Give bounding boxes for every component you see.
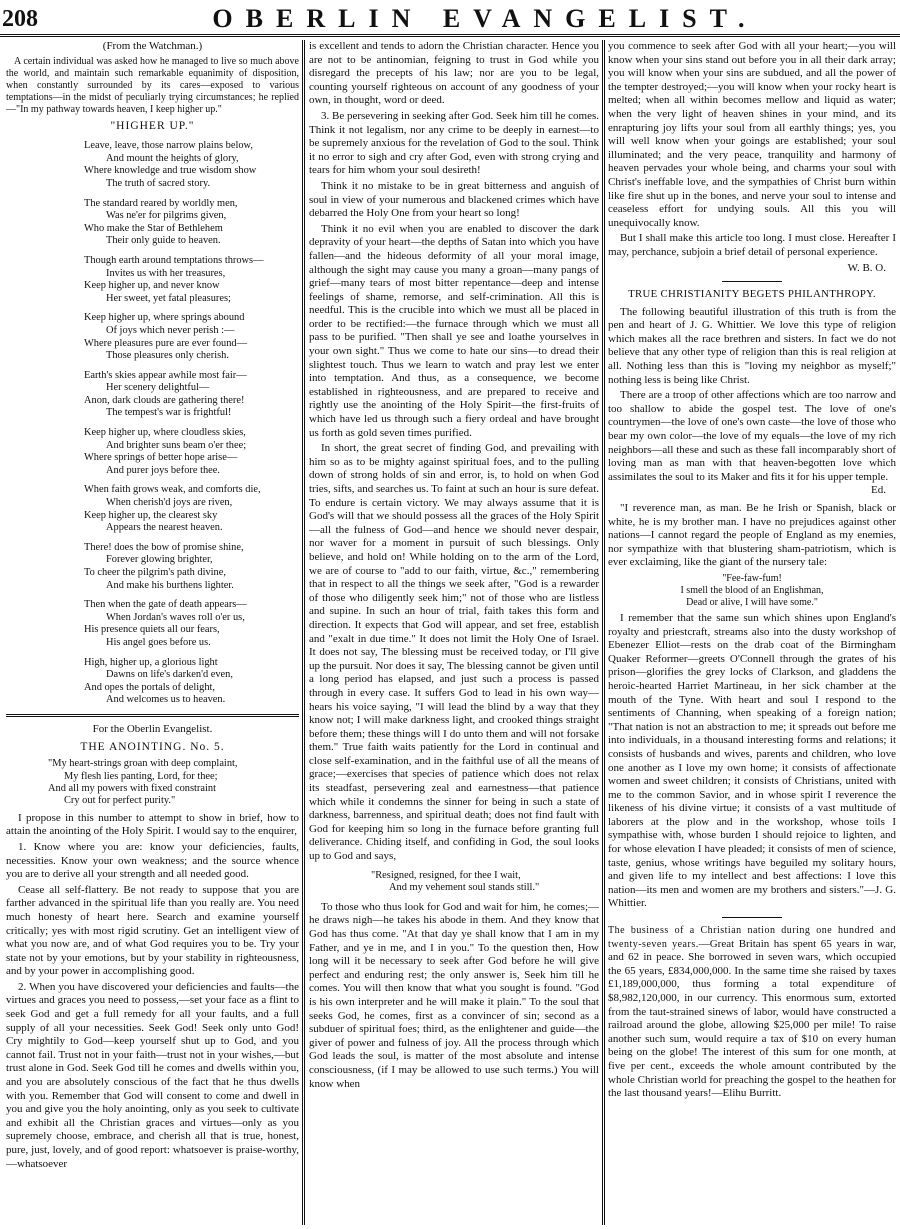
signature: W. B. O.: [847, 261, 886, 274]
paragraph: is excellent and tends to adorn the Christian character. Hence you are not to be antinomian, feigning to trust in God while you disregard the precepts of his law; nor are you to be legal, counting yourself righteous on account of any goodness of your own, in thought, word or deed.: [309, 40, 599, 107]
poem-line: There! does the bow of promise shine,: [84, 541, 244, 553]
article-motto: [6, 758, 299, 808]
poem-line: When Jordan's waves roll o'er us,: [106, 611, 245, 623]
verse-line: "Fee-faw-fum!: [722, 572, 782, 584]
poem-stanza: [6, 140, 299, 190]
poem-stanza: [6, 484, 299, 534]
poem-stanzas: [6, 140, 299, 707]
column-1: [6, 40, 299, 1225]
poem-stanza: [6, 657, 299, 707]
poem-line: His presence quiets all our fears,: [84, 624, 220, 636]
quote-block: [309, 870, 599, 895]
poem-line: The truth of sacred story.: [106, 177, 211, 189]
poem-line: Though earth around temptations throws—: [84, 254, 264, 266]
poem-line: And make his burthens lighter.: [106, 579, 234, 591]
paragraph: Think it no evil when you are enabled to discover the dark depravity of your heart—the depths of Satan into which you have fallen—and the hideous deformity of all your moral image, although the sight may cause you many a groan—many pangs of grief—many tears of most bitter repentance—deep and intense feelings of shame, remorse, and self-crimination. All this is needful. This is the crucible into which we must all be placed in order to be rectified:—the furnace through which we must all pass to be purified. "Then shall ye see and loathe yourselves in your own sight." Thus we come to hate our sins—to dread their slightest touch. Thus we learn to watch and pray lest we enter into temptation. And thus, as a consequence, we become established in righteousness, and are prepared to receive and rightly use the anointing of the Holy Spirit—the first-fruits of which have led us through such a fiery ordeal and have brought us forth as gold seven times purified.: [309, 222, 599, 439]
quote-line: And my vehement soul stands still.": [389, 882, 540, 894]
paragraph: [608, 924, 896, 1101]
poem-line: And mount the heights of glory,: [106, 152, 239, 164]
article-for-line: For the Oberlin Evangelist.: [92, 722, 213, 735]
paragraph: In short, the great secret of finding God, and prevailing with him so as to be mighty against spiritual foes, and to the pulling down of strong holds of sin and error, is, to hold on when God tries, sifts, and searches us. To faint at such an hour is sure defeat. To endure is certain victory. We may always assume that it is God's will that we should possess all the graces of the Holy Spirit—all the fulness of God—and hence we should never despair, nor waver for a moment in pursuit of such blessings. Only believe, and hold on! While holding on to the arm of the Lord, we are of course to "add to our faith, virtue, &c.," remembering that in respect to all the things we seek after, "God is a rewarder of those who diligently seek him;" not of those who are listless and supine. In such an hour of trial, faith takes this form and direction. It expects that God will appear, and set free, establish and "exalt in due time." It does not limit the Holy One of Israel. It does not say, The blessing must be received today, or I'll give up the pursuit. Nor does it say, The blessing cannot be given until a long period has elapsed, and just such a process is passed through in every case. It suffers God to lead in his own way—hears his voice saying, "I will lead the blind by a way that they know not; I will make darkness light, and crooked things straight before them; these things will I do unto them and will not forsake them." True faith waits patiently for the Lord in continual and close self-examination, and in the faithful use of all the means of grace;—exercises that species of patience which does not relax its steadfast, persevering zeal and earnestness—that patience which while it condemns the sinner for being in such a state of darkness, barrenness, and spiritual death; does not find fault with God for keeping him so long in the furnace before granting full deliverance. Chiding itself, and confiding in God, the soul looks up to God and says,: [309, 442, 599, 863]
poem-line: Anon, dark clouds are gathering there!: [84, 394, 245, 406]
article-title: THE ANOINTING. No. 5.: [80, 740, 225, 753]
paragraph: But I shall make this article too long. I must close. Hereafter I may, perchance, subjoin a brief detail of personal experience.: [608, 232, 896, 258]
poem-line: Keep higher up, where springs abound: [84, 312, 245, 324]
poem-line: High, higher up, a glorious light: [84, 656, 218, 668]
poem-line: And brighter suns beam o'er thee;: [106, 439, 247, 451]
column-divider-1: [302, 40, 305, 1225]
poem-line: The tempest's war is frightful!: [106, 407, 232, 419]
poem-line: Those pleasures only cherish.: [106, 350, 229, 362]
poem-stanza: [6, 370, 299, 420]
motto-line: My flesh lies panting, Lord, for thee;: [64, 770, 218, 782]
paragraph: 1. Know where you are: know your deficiencies, faults, necessities. Know your own weakness; and the source whence you are to derive all your strength and all needed good.: [6, 840, 299, 881]
intro-paragraph: A certain individual was asked how he managed to live so much above the world, and maintain such remarkable equanimity of disposition, when constantly surrounded by its cares—exposed to various temptations—in the midst of peculiarly trying circumstances; he replied—"In my pathway towards heaven, I keep higher up.": [6, 55, 299, 115]
poem-line: Where pleasures pure are ever found—: [84, 337, 247, 349]
short-rule: [722, 281, 782, 282]
poem-stanza: [6, 255, 299, 305]
quote-line: "Resigned, resigned, for thee I wait,: [371, 869, 521, 881]
paragraph: There are a troop of other affections which are too narrow and too shallow to abide the gospel test. The love of one's countrymen—the love of one's own caste—the love of those who bear my own color—the love of my equals—the love of my rich neighbors—all these and such as these fall incomparably short of loving man as man with that heaven-begotten love which assimilates the soul to its Maker and fits it for his upper temple.: [608, 389, 896, 483]
paragraph: 2. When you have discovered your deficiencies and faults—the virtues and graces you need to possess,—set your face as a flint to seek God and get a full remedy for all your faults, and a full supply of all your necessities. Seek God! Seek only unto God! Cry mightily to God—keep yourself shut up to God, and you cannot fail. Trust not in your faith—trust not in your wishes,—but trust alone in God. Seek God till he comes and dwells within you, and you are absolutely conscious of the fact that he thus dwells with you. Remember that God will consent to come and dwell in you and give you the holy anointing, only as you seek to cultivate and exhibit all the Christian graces and virtues—only as you supremely choose, embrace, and cherish all that is true, honest, pure, just, lovely, and of good report: whatsoever is praise-worthy,—whatsoever: [6, 980, 299, 1170]
paragraph: I remember that the same sun which shines upon England's royalty and priestcraft, streams also into the dusty workshop of Ebenezer Elliot—rests on the drab coat of the Birmingham Quaker Reformer—greets O'Connell through the grates of his prison—glorifies the grey locks of Clarkson, and gladdens the heroic-hearted Harriet Martineau, in her sick chamber at the mouth of the Tyne. With heart and soul I respond to the sentiments of Channing, when speaking of a foreign nation; "That nation is not an abstraction to me; it spreads out before me into individuals, in a thousand interesting forms and relations; it consists of husbands and wives, parents and children, who love one another as I love my own home; it consists of affectionate women and sweet children; it consists of Christians, united with me to the common Savior, and in whose spirit I reverence the likeness of his divine virtue; it consists of a vast multitude of laborers at the plow and in the workshop, whose toils I sympathise with, whose burden I should rejoice to lighten, and for whose elevation I have pleaded; it consists of men of science, taste, genius, whose writings have beguiled my solitary hours, and given life to my intellect and best affections: I love this nation—its men and women are my brothers and sisters."—J. G. Whittier.: [608, 611, 896, 910]
poem-stanza: [6, 427, 299, 477]
motto-line: And all my powers with fixed constraint: [48, 782, 216, 794]
paragraph: The following beautiful illustration of this truth is from the pen and heart of J. G. Whittier. We love this type of religion which makes all the race brethren and sisters. In fact we do not believe that any other type of religion than this is real religion at all. Nothing less than this is "loving my neighbor as myself;" nothing less is being like Christ.: [608, 305, 896, 386]
poem-line: Who make the Star of Bethlehem: [84, 222, 223, 234]
poem-line: Her sweet, yet fatal pleasures;: [106, 292, 231, 304]
masthead: [0, 0, 900, 38]
verse-block: [608, 573, 896, 609]
paragraph: I propose in this number to attempt to show in brief, how to attain the anointing of the Holy Spirit. I would say to the enquirer,: [6, 811, 299, 838]
poem-line: To cheer the pilgrim's path divine,: [84, 567, 226, 578]
poem-line: When faith grows weak, and comforts die,: [84, 484, 261, 496]
paragraph: Think it no mistake to be in great bitterness and anguish of soul in view of your numerous and blackened crimes which have debarred the Holy One from your heart so long!: [309, 179, 599, 220]
poem-line: His angel goes before us.: [106, 636, 211, 648]
poem-line: When cherish'd joys are riven,: [106, 497, 233, 509]
page-number: 208: [2, 6, 38, 32]
poem-stanza: [6, 542, 299, 592]
paragraph: you commence to seek after God with all your heart;—you will know when your sins stand out before you in all their dark array; you will know when your sins are subdued, and all the power of the tempter destroyed;—you will know when your rocky heart is melted; when all within becomes mellow and liquid as water; when the very light of heaven shines in your mind, and its enrapturing joy lifts your soul from all earthly things; yes, you will well know when your goings are established; your soul illuminated; and the very peace, tranquility and harmony of heaven pervades your whole being, and charms your soul with Christ's ineffable love, and the sympathies of Christ burn within like fire shut up in the bones, and nerve your soul to intense and ceaseless effort for undying souls. All this you will unequivocally know.: [608, 40, 896, 229]
poem-line: Where springs of better hope arise—: [84, 452, 238, 464]
poem-line: Where knowledge and true wisdom show: [84, 165, 257, 177]
editor-mark: Ed.: [871, 484, 886, 497]
paragraph: Cease all self-flattery. Be not ready to suppose that you are farther advanced in the spiritual life than you really are. You need much honesty of heart here. Search and examine yourself critically; yes with most rigid scrutiny. Get an intelligent view of what you now are, and of what God requires you to be. Try your state not by your emotions, but by your stability in righteousness, and by your power in accomplishing good.: [6, 883, 299, 978]
section-rule: [6, 714, 299, 717]
poem-line: And purer joys before thee.: [106, 464, 220, 476]
poem-line: The standard reared by worldly men,: [84, 197, 238, 209]
source-line: (From the Watchman.): [102, 40, 203, 52]
poem-line: Keep higher up, the clearest sky: [84, 509, 218, 521]
poem-line: Was ne'er for pilgrims given,: [106, 210, 227, 222]
verse-line: I smell the blood of an Englishman,: [680, 584, 824, 596]
poem-line: And welcomes us to heaven.: [106, 694, 226, 706]
poem-line: Then when the gate of death appears—: [84, 599, 247, 611]
short-rule: [722, 917, 782, 918]
poem-line: Leave, leave, those narrow plains below,: [84, 140, 253, 152]
paragraph: 3. Be persevering in seeking after God. Seek him till he comes. Think it not legalism, nor any crime to be deeply in earnest—to be supremely anxious for the revelation of God to the soul. Think it no error to sigh and cry after God, even with strong crying and tears for him whom your soul desireth!: [309, 109, 599, 177]
poem-line: Their only guide to heaven.: [106, 235, 221, 247]
poem-line: Dawns on life's darken'd even,: [106, 669, 233, 681]
paragraph: To those who thus look for God and wait for him, he comes;—he draws nigh—he takes his abode in them. And they know that God has thus come. "At that day ye shall know that I am in my Father, and ye in me, and I in you." To the question then, How long will it be necessary to seek after God before he will give perfect and enduring rest; the only answer is, Seek him till he comes. You will then know that what you sought is found. "God is his own interpreter and he will make it plain." To the soul that seeks God, he comes, first as a convincer of sin; second as a subduer of spiritual foes; third, as the enlightener and guide—the giver of power and fulness of joy. All the process through which God leads the soul, is matter of the most absolute and intense consciousness, (if I may be allowed to use such terms.) You will know when: [309, 900, 599, 1090]
paragraph: "I reverence man, as man. Be he Irish or Spanish, black or white, he is my brother man. I have no prejudices against other nations—I cannot regard the people of England as my enemies, nor sympathize with that blustering sham-patriotism, which is ever exclaiming, like the giant of the nursery tale:: [608, 502, 896, 569]
poem-line: Keep higher up, and never know: [84, 280, 220, 292]
poem-title: "HIGHER UP.": [110, 119, 195, 132]
poem-stanza: [6, 198, 299, 248]
poem-line: Forever glowing brighter,: [106, 554, 213, 566]
poem-stanza: [6, 312, 299, 362]
poem-line: Her scenery delightful—: [106, 382, 210, 394]
poem-stanza: [6, 599, 299, 649]
newspaper-title: OBERLIN EVANGELIST.: [212, 4, 758, 33]
poem-line: Invites us with her treasures,: [106, 267, 226, 279]
motto-line: "My heart-strings groan with deep complaint,: [48, 758, 238, 770]
article-text: —Great Britain has spent 65 years in war, and 62 in peace. She borrowed in seven wars, which occupied the 65 years, £834,000,000. In the same time she raised by taxes £1,189,000,000, thus forming a total expenditure of $8,982,120,000, in our currency. This enormous sum, extorted from the taut-strained sinews of labor, would have constructed a railroad around the globe, allowing $25,000 per mile! To raise another such sum, would require a tax of $10 on every human being on the globe! The interest of this sum for one month, at five per cent., exceeds the whole amount contributed by the whole Christian world for preaching the gospel to the heathen for the last thousand years!—Elihu Burritt.: [608, 937, 896, 1100]
verse-line: Dead or alive, I will have some.": [686, 596, 818, 608]
column-3: [608, 40, 896, 1225]
column-2: [309, 40, 599, 1225]
poem-line: Keep higher up, where cloudless skies,: [84, 427, 246, 439]
article-lead: The business of a Christian nation during one hundred and twenty-seven years.: [608, 925, 896, 950]
masthead-rule: [0, 34, 900, 37]
poem-line: And opes the portals of delight,: [84, 681, 216, 693]
motto-line: Cry out for perfect purity.": [64, 795, 176, 807]
poem-line: Earth's skies appear awhile most fair—: [84, 369, 247, 381]
article-title: TRUE CHRISTIANITY BEGETS PHILANTHROPY.: [628, 288, 876, 301]
poem-line: Appears the nearest heaven.: [106, 522, 223, 534]
column-divider-2: [602, 40, 605, 1225]
poem-line: Of joys which never perish :—: [106, 324, 235, 336]
